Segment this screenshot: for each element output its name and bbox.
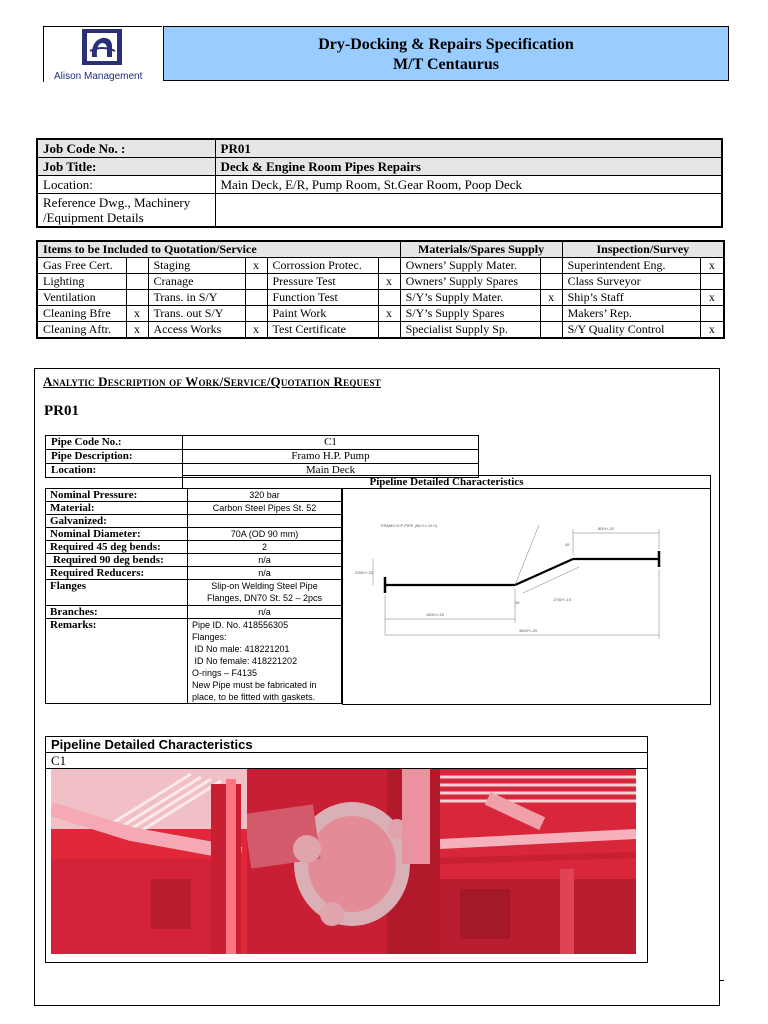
item-mark-cell [540, 306, 562, 322]
dim-diagonal: 1700+/-10 [553, 597, 572, 602]
reducers-row [46, 567, 342, 580]
item-label-cell: Owners’ Supply Spares [400, 274, 540, 290]
dim-top: 800+/-20 [598, 526, 614, 531]
item-label-cell: Cleaning Aftr. [37, 322, 126, 339]
item-label-cell: Specialist Supply Sp. [400, 322, 540, 339]
item-label-cell: Trans. out S/Y [148, 306, 245, 322]
item-mark-cell [126, 274, 148, 290]
branches-value: n/a [188, 606, 342, 619]
pipe-drawing-svg [343, 489, 712, 705]
bends90-row [46, 554, 342, 567]
item-mark-cell [700, 274, 724, 290]
item-label-cell: Pressure Test [267, 274, 378, 290]
bends90-label: Required 90 deg bends: [46, 554, 188, 567]
items-row [37, 322, 724, 339]
bends45-label: Required 45 deg bends: [46, 541, 188, 554]
dim-vertical: 2200+/-20 [355, 570, 374, 575]
item-label-cell: Trans. in S/Y [148, 290, 245, 306]
alison-logo-icon [82, 29, 122, 65]
pipe-info-table [45, 435, 479, 478]
logo-text: Alison Management [54, 71, 143, 82]
nominal-diameter-label: Nominal Diameter: [46, 528, 188, 541]
branches-label: Branches: [46, 606, 188, 619]
item-mark-cell [540, 322, 562, 339]
item-label-cell: Corrossion Protec. [267, 258, 378, 274]
job-code-label: Job Code No. : [37, 139, 215, 158]
item-label-cell: S/Y’s Supply Mater. [400, 290, 540, 306]
characteristics-table [45, 488, 342, 704]
pipe-photo-3 [440, 769, 636, 954]
items-row [37, 274, 724, 290]
item-mark-cell: x [540, 290, 562, 306]
pipe-code-value: C1 [183, 436, 479, 450]
material-row [46, 502, 342, 515]
remarks-row [46, 619, 342, 704]
job-location-row [37, 176, 722, 194]
galvanized-row [46, 515, 342, 528]
item-label-cell: Ship’s Staff [562, 290, 700, 306]
material-label: Material: [46, 502, 188, 515]
item-label-cell: Staging [148, 258, 245, 274]
item-mark-cell: x [126, 306, 148, 322]
item-mark-cell [126, 290, 148, 306]
item-label-cell: Superintendent Eng. [562, 258, 700, 274]
reducers-label: Required Reducers: [46, 567, 188, 580]
flanges-value [188, 580, 342, 606]
photos-header: Pipeline Detailed Characteristics [45, 736, 648, 753]
galvanized-value [188, 515, 342, 528]
item-label-cell: Makers’ Rep. [562, 306, 700, 322]
item-label-cell: Cranage [148, 274, 245, 290]
items-header-row [37, 241, 724, 258]
items-row [37, 290, 724, 306]
pipe-description-row [46, 450, 479, 464]
item-label-cell: Paint Work [267, 306, 378, 322]
remarks-value [188, 619, 342, 704]
item-mark-cell: x [378, 306, 400, 322]
item-label-cell: Test Certificate [267, 322, 378, 339]
item-mark-cell: x [700, 258, 724, 274]
item-mark-cell [245, 290, 267, 306]
item-mark-cell: x [245, 322, 267, 339]
branches-row [46, 606, 342, 619]
item-mark-cell: x [378, 274, 400, 290]
item-label-cell: Lighting [37, 274, 126, 290]
job-title-value: Deck & Engine Room Pipes Repairs [215, 158, 722, 176]
angle-upper: 45 [565, 542, 570, 547]
dim-total: 3800+/-20 [519, 628, 538, 633]
dim-lower: 1500+/-20 [426, 612, 445, 617]
item-label-cell: Access Works [148, 322, 245, 339]
photos-pipe-code: C1 [45, 752, 648, 769]
angle-lower: 45 [515, 600, 520, 605]
nominal-pressure-label: Nominal Pressure: [46, 489, 188, 502]
item-mark-cell [378, 290, 400, 306]
nominal-diameter-row [46, 528, 342, 541]
analytic-job-code: PR01 [44, 403, 79, 419]
title-line-1: Dry-Docking & Repairs Specification [318, 36, 574, 53]
job-code-value: PR01 [215, 139, 722, 158]
item-label-cell: S/Y Quality Control [562, 322, 700, 339]
remarks-line: place, to be fitted with gaskets. [192, 692, 316, 702]
item-label-cell: Gas Free Cert. [37, 258, 126, 274]
job-reference-value [215, 194, 722, 228]
job-location-label: Location: [37, 176, 215, 194]
job-info-table [36, 138, 723, 228]
item-label-cell: Owners’ Supply Mater. [400, 258, 540, 274]
item-mark-cell [245, 306, 267, 322]
nominal-pressure-row [46, 489, 342, 502]
remarks-line: Flanges: [192, 632, 227, 642]
item-mark-cell [378, 258, 400, 274]
job-location-value: Main Deck, E/R, Pump Room, St.Gear Room, Poop Deck [215, 176, 722, 194]
flanges-value-line-1: Slip-on Welding Steel Pipe [211, 581, 318, 591]
item-mark-cell: x [126, 322, 148, 339]
bends45-row [46, 541, 342, 554]
pipe-photo-1 [51, 769, 247, 954]
item-label-cell: Cleaning Bfre [37, 306, 126, 322]
item-mark-cell: x [700, 322, 724, 339]
page-mark [720, 980, 724, 981]
title-line-2: M/T Centaurus [393, 56, 499, 73]
item-mark-cell [540, 274, 562, 290]
item-label-cell: Function Test [267, 290, 378, 306]
job-title-row [37, 158, 722, 176]
item-label-cell: Class Surveyor [562, 274, 700, 290]
remarks-line: New Pipe must be fabricated in [192, 680, 317, 690]
remarks-line: ID No female: 418221202 [192, 656, 298, 666]
items-body [37, 258, 724, 339]
analytic-title: Analytic Description of Work/Service/Quotation Request [43, 374, 381, 389]
material-value: Carbon Steel Pipes St. 52 [188, 502, 342, 515]
pipe-code-label: Pipe Code No.: [46, 436, 183, 450]
drawing-label: FRAMO H.P PIPE (90.0 x 10.0) [381, 523, 437, 528]
bends45-value: 2 [188, 541, 342, 554]
item-label-cell: Ventilation [37, 290, 126, 306]
items-inspection-header: Inspection/Survey [562, 241, 724, 258]
pipe-location-label: Location: [46, 464, 183, 478]
remarks-label: Remarks: [46, 619, 188, 704]
item-mark-cell [245, 274, 267, 290]
item-mark-cell [378, 322, 400, 339]
item-mark-cell: x [700, 290, 724, 306]
flanges-value-line-2: Flanges, DN70 St. 52 – 2pcs [206, 593, 323, 603]
company-logo [43, 26, 162, 82]
document-title [163, 26, 729, 81]
pipe-photo-2 [247, 769, 440, 954]
remarks-line: O-rings – F4135 [192, 668, 258, 678]
bends90-value: n/a [188, 554, 342, 567]
remarks-line: Pipe ID. No. 418556305 [192, 620, 289, 630]
flanges-label: Flanges [46, 580, 188, 606]
job-reference-row [37, 194, 722, 228]
job-code-row [37, 139, 722, 158]
job-title-label: Job Title: [37, 158, 215, 176]
item-label-cell: S/Y’s Supply Spares [400, 306, 540, 322]
items-row [37, 306, 724, 322]
pipe-location-value: Main Deck [183, 464, 479, 478]
nominal-pressure-value: 320 bar [188, 489, 342, 502]
galvanized-label: Galvanized: [46, 515, 188, 528]
flanges-row [46, 580, 342, 606]
items-table [36, 240, 725, 339]
pipe-drawing [342, 489, 711, 705]
item-mark-cell [700, 306, 724, 322]
pipe-description-label: Pipe Description: [46, 450, 183, 464]
reducers-value: n/a [188, 567, 342, 580]
item-mark-cell [540, 258, 562, 274]
item-mark-cell [126, 258, 148, 274]
items-materials-header: Materials/Spares Supply [400, 241, 562, 258]
nominal-diameter-value: 70A (OD 90 mm) [188, 528, 342, 541]
characteristics-header: Pipeline Detailed Characteristics [182, 475, 711, 489]
item-mark-cell: x [245, 258, 267, 274]
job-reference-label: Reference Dwg., Machinery /Equipment Details [37, 194, 215, 228]
items-quotation-header: Items to be Included to Quotation/Service [37, 241, 400, 258]
pipe-description-value: Framo H.P. Pump [183, 450, 479, 464]
remarks-line: ID No male: 418221201 [192, 644, 290, 654]
items-row [37, 258, 724, 274]
pipe-code-row [46, 436, 479, 450]
